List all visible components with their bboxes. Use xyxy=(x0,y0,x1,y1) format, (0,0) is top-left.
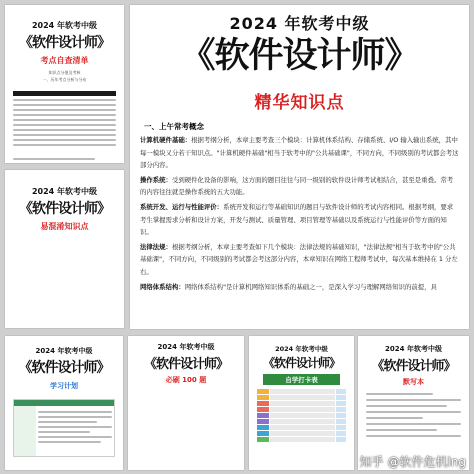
doc-thumb-checklist[interactable] xyxy=(5,5,124,163)
doc-page-key-knowledge[interactable] xyxy=(130,5,469,329)
term: 网络体系结构： xyxy=(140,282,185,291)
term: 系统开发、运行与性能评价： xyxy=(140,202,224,211)
text: 根据考纲分析，本章主要考查三个模块：计算机体系结构、存储系统、I/O 输入输出系统，其中每一模块又分若干知识点。"计算机硬件基础"相当于软考中的"公共基础课"，不同方向，不同级别的考试都会考这部分内容。 xyxy=(140,136,459,170)
card-subtitle: 默写本 xyxy=(403,378,424,386)
card-subtitle: 自学打卡表 xyxy=(285,376,318,384)
card-title: 《软件设计师》 xyxy=(262,356,340,370)
card-title: 《软件设计师》 xyxy=(19,35,110,51)
main-subtitle: 精华知识点 xyxy=(254,93,345,113)
text: 系统开发和运行等基础知识的题目与软件设计师的考试内容相同。根据考纲，要求考生掌握需求分析和设计方案，开发与测试、质量管理、项目管理等基础以及系统运行与性能评价等方面的知识。 xyxy=(140,202,454,237)
study-plan-table xyxy=(13,399,115,457)
card-year: 2024 年软考中级 xyxy=(157,343,215,351)
text: 受到硬件化设备的影响，这方面的题目往往与同一级别的软件设计师考试相结合，甚至是重叠。常考的内容往往就是操作系统的五大功能。 xyxy=(140,175,454,197)
card-small-heading: 知识点分值及考核 xyxy=(48,70,81,75)
card-title: 《软件设计师》 xyxy=(143,357,228,372)
text: 网络体系结构"是计算机网络知识体系的基础之一，是深入学习与理解网络知识的前提，具 xyxy=(184,282,437,291)
doc-thumb-checkin-sheet[interactable] xyxy=(249,336,354,470)
card-year: 2024 年软考中级 xyxy=(31,21,98,30)
paragraph-os xyxy=(140,174,459,199)
main-title: 《软件设计师》 xyxy=(180,36,419,76)
term: 法律法规： xyxy=(140,242,172,251)
section-heading: 一、上午常考概念 xyxy=(144,122,204,131)
card-year: 2024 年软考中级 xyxy=(35,347,93,355)
doc-thumb-confusing-points[interactable] xyxy=(5,170,124,328)
card-title: 《软件设计师》 xyxy=(371,359,456,374)
term: 操作系统： xyxy=(140,175,172,184)
doc-thumb-dictation-book[interactable] xyxy=(358,336,469,470)
watermark: 知乎 @软件危机lng xyxy=(359,455,466,469)
card-small-subheading: 一、历年考点分析与分布 xyxy=(42,77,87,82)
card-title: 《软件设计师》 xyxy=(18,360,110,376)
card-year: 2024 年软考中级 xyxy=(31,187,98,196)
paragraph-network xyxy=(140,281,459,294)
paragraph-law xyxy=(140,241,459,279)
card-subtitle: 学习计划 xyxy=(50,382,78,390)
doc-thumb-100-questions[interactable] xyxy=(128,336,244,470)
card-subtitle: 易混淆知识点 xyxy=(40,222,89,231)
table-header xyxy=(13,91,116,96)
card-title: 《软件设计师》 xyxy=(19,201,110,217)
checkin-table xyxy=(257,389,346,442)
card-year: 2024 年软考中级 xyxy=(275,345,328,353)
paragraph-system-dev xyxy=(140,201,459,239)
text: 根据考纲分析，本章主要考查如下几个模块：法律法规的基础知识，"法律法规"相当于软考中的"公共基础课"，不同方向，不同级别的考试都会考这部分内容，本章知识在网络工程师考试中，每次基本维持在 1 分左右。 xyxy=(140,242,458,276)
doc-thumb-study-plan[interactable] xyxy=(5,336,123,470)
main-year: 2024 年软考中级 xyxy=(229,14,370,33)
checkin-banner xyxy=(263,374,340,385)
card-year: 2024 年软考中级 xyxy=(385,345,442,353)
dictation-lines xyxy=(366,393,461,437)
checklist-table xyxy=(13,91,116,163)
paragraph-hardware xyxy=(140,134,459,172)
term: 计算机硬件基础： xyxy=(140,136,192,144)
card-subtitle: 必刷 100 题 xyxy=(165,376,207,384)
card-subtitle: 考点自查清单 xyxy=(40,56,89,65)
